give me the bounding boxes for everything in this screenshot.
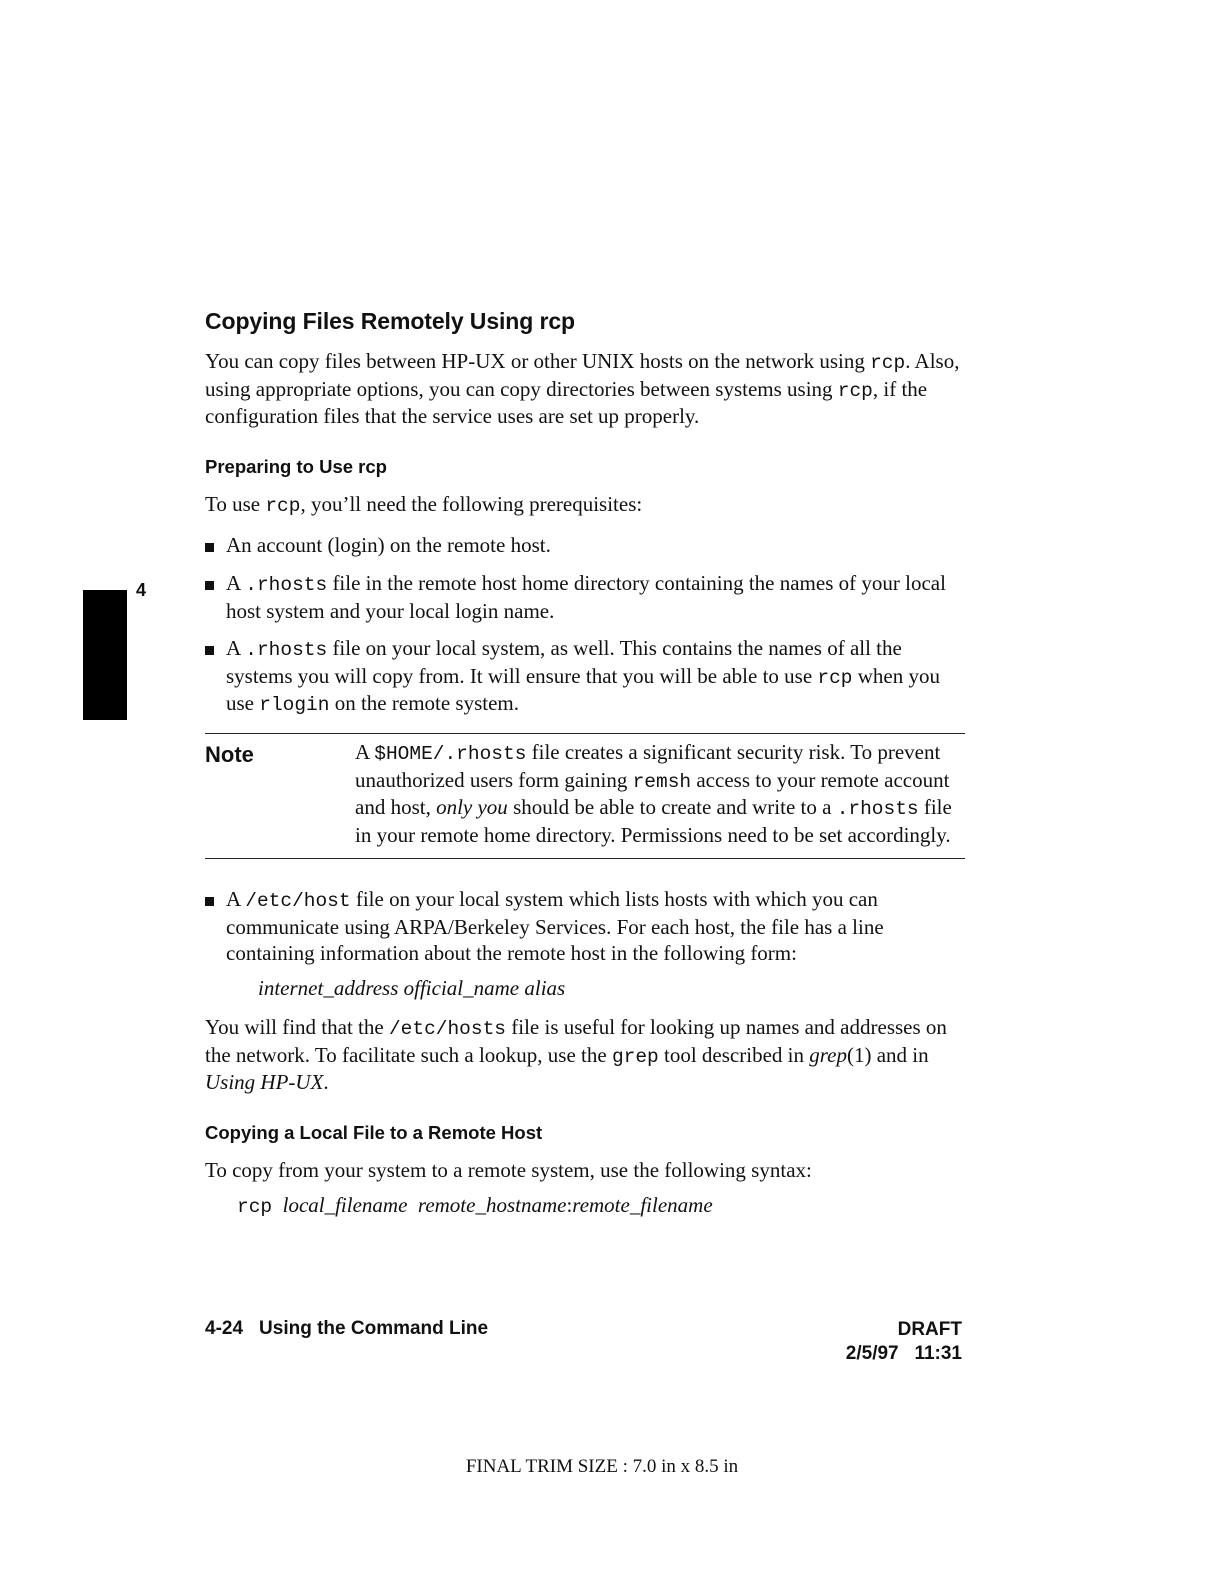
prereq-list <box>205 533 965 719</box>
subsection-title-preparing: Preparing to Use rcp <box>205 455 387 477</box>
note-body: A $HOME/.rhosts file creates a significant security risk. To prevent unauthorized users form gaining remsh access to your remote account and host, only you should be able to create and write to a .rhosts file in your remote home directory. Permissions need to be set accordingly. <box>355 739 952 847</box>
section-title: Copying Files Remotely Using rcp <box>205 308 575 334</box>
intro-paragraph: You can copy files between HP-UX or other UNIX hosts on the network using rcp. Also, using appropriate options, you can copy directories between systems using rcp, if the configuration files that the service uses are set up properly. <box>205 349 960 429</box>
prereq-lead: To use rcp, you’ll need the following prerequisites: <box>205 491 643 517</box>
footer-page-info: 4-24 Using the Command Line <box>205 1318 489 1339</box>
bullet-square-icon <box>205 543 214 552</box>
list-item: A .rhosts file in the remote host home directory containing the names of your local host system and your local login name. <box>205 571 965 624</box>
chapter-tab-marker <box>83 590 127 720</box>
chapter-tab-number: 4 <box>136 580 147 600</box>
bullet-square-icon <box>205 581 214 590</box>
list-item: A /etc/host file on your local system which lists hosts with which you can communicate using ARPA/Berkeley Services. For each host, the file has a line containing information about the remote host in the following form: <box>205 887 965 966</box>
note-box <box>205 733 965 859</box>
page-content <box>205 308 965 1218</box>
bullet-square-icon <box>205 646 214 655</box>
copying-lead: To copy from your system to a remote system, use the following syntax: <box>205 1157 812 1182</box>
hosts-form-line: internet_address official_name alias <box>258 976 566 1001</box>
hosts-list <box>205 887 965 966</box>
bullet-square-icon <box>205 897 214 906</box>
subsection-title-copying: Copying a Local File to a Remote Host <box>205 1121 543 1143</box>
hosts-paragraph: You will find that the /etc/hosts file is useful for looking up names and addresses on the network. To facilitate such a lookup, use the grep tool described in grep(1) and in Using HP-UX. <box>205 1015 947 1095</box>
list-item: An account (login) on the remote host. <box>205 533 965 559</box>
trim-size-note: FINAL TRIM SIZE : 7.0 in x 8.5 in <box>465 1456 739 1477</box>
list-item: A .rhosts file on your local system, as well. This contains the names of all the systems you will copy from. It will ensure that you will be able to use rcp when you use rlogin on the remote system. <box>205 636 965 719</box>
rcp-syntax: rcp local_filename remote_hostname:remote_filename <box>237 1193 713 1219</box>
footer-draft-stamp: DRAFT 2/5/97 11:31 <box>845 1319 962 1364</box>
note-label: Note <box>205 741 254 767</box>
